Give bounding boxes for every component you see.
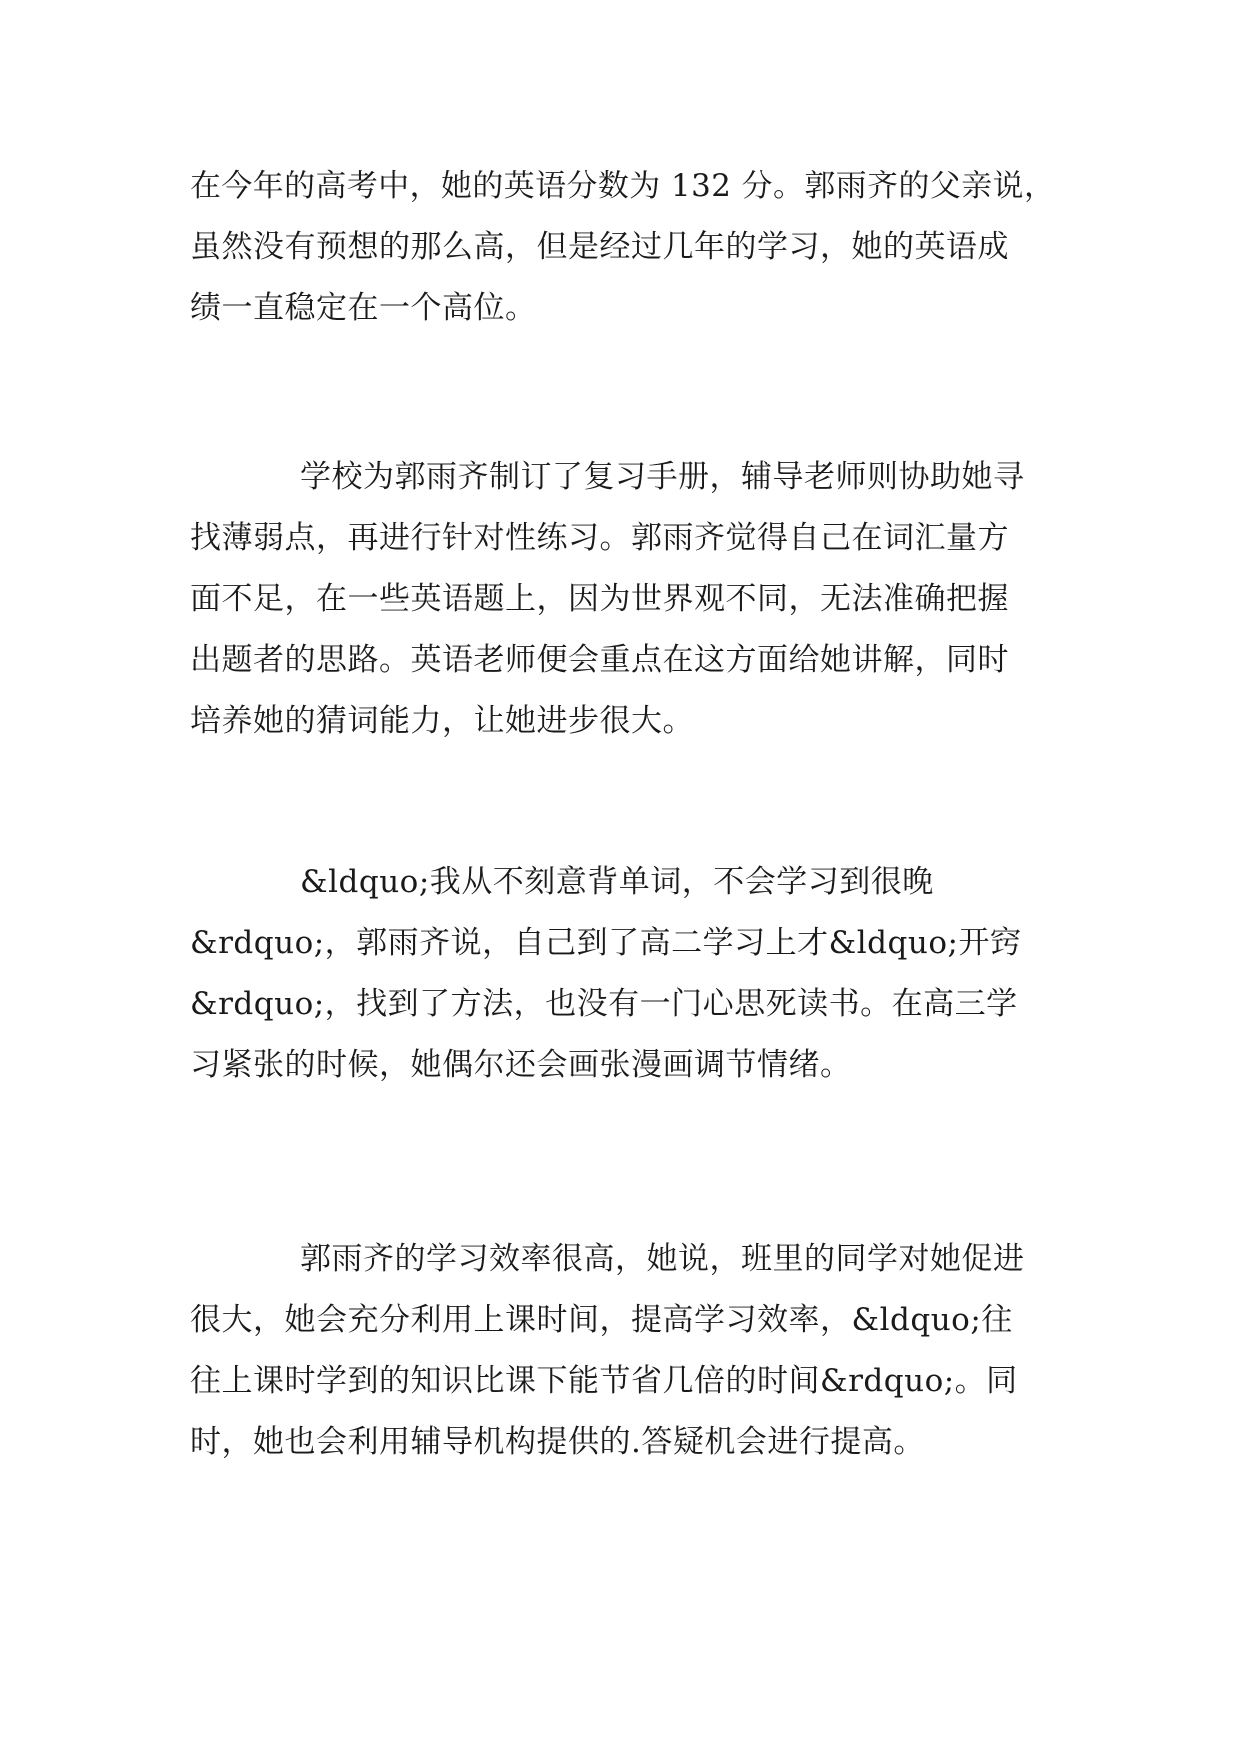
paragraph-line: 找薄弱点，再进行针对性练习。郭雨齐觉得自己在词汇量方 [190, 520, 1009, 556]
paragraph-line: 出题者的思路。英语老师便会重点在这方面给她讲解，同时 [190, 642, 1009, 678]
paragraph-line: 培养她的猜词能力，让她进步很大。 [190, 703, 694, 739]
paragraph-line: 往上课时学到的知识比课下能节省几倍的时间&rdquo;。同 [190, 1363, 1018, 1399]
paragraph-line: 在今年的高考中，她的英语分数为 132 分。郭雨齐的父亲说， [190, 168, 1056, 204]
paragraph-4 [190, 1229, 1056, 1473]
paragraph-line: &rdquo;，找到了方法，也没有一门心思死读书。在高三学 [190, 986, 1018, 1022]
paragraph-line: 时，她也会利用辅导机构提供的.答疑机会进行提高。 [190, 1424, 925, 1460]
paragraph-line: 绩一直稳定在一个高位。 [190, 290, 537, 326]
paragraph-line: &ldquo;我从不刻意背单词，不会学习到很晚 [300, 864, 934, 900]
paragraph-line: &rdquo;，郭雨齐说，自己到了高二学习上才&ldquo;开窍 [190, 925, 1022, 961]
paragraph-line: 面不足，在一些英语题上，因为世界观不同，无法准确把握 [190, 581, 1009, 617]
paragraph-line: 虽然没有预想的那么高，但是经过几年的学习，她的英语成 [190, 229, 1009, 265]
paragraph-1 [190, 156, 1056, 339]
paragraph-line: 学校为郭雨齐制订了复习手册，辅导老师则协助她寻 [300, 459, 1025, 495]
paragraph-line: 郭雨齐的学习效率很高，她说，班里的同学对她促进 [300, 1241, 1025, 1277]
paragraph-3 [190, 852, 1056, 1096]
paragraph-line: 习紧张的时候，她偶尔还会画张漫画调节情绪。 [190, 1047, 852, 1083]
paragraph-line: 很大，她会充分利用上课时间，提高学习效率，&ldquo;往 [190, 1302, 1013, 1338]
paragraph-2 [190, 447, 1056, 752]
